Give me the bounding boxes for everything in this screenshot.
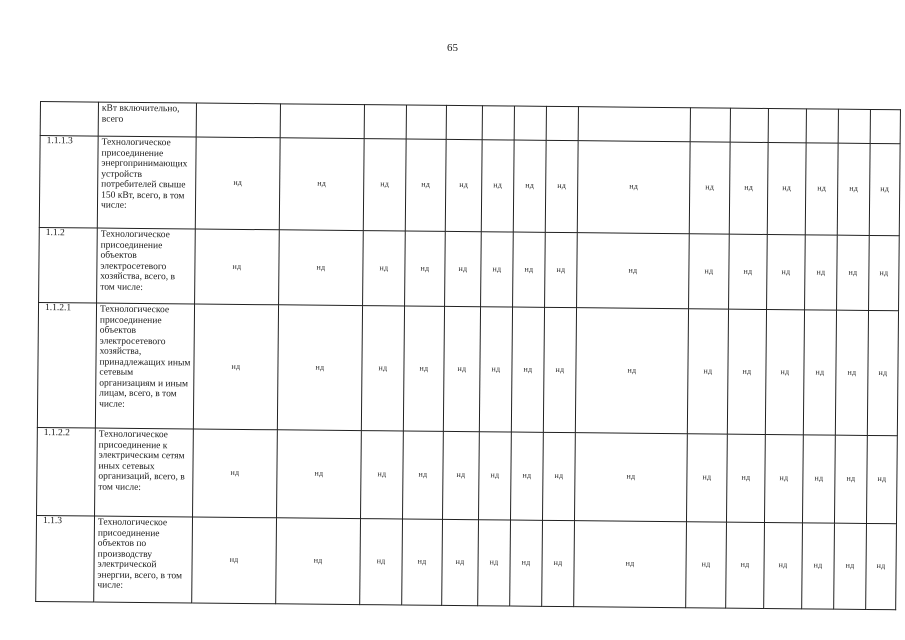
value-cell: нд	[574, 521, 687, 608]
value-cell: нд	[767, 234, 806, 309]
table-row	[37, 427, 898, 523]
value-cell: нд	[574, 433, 687, 522]
value-cell: нд	[687, 309, 728, 434]
row-number: 1.1.2	[39, 227, 98, 303]
value-cell: нд	[403, 431, 444, 519]
value-cell: нд	[361, 306, 404, 431]
table-row	[36, 515, 897, 609]
table-container	[35, 101, 890, 610]
value-cell: нд	[405, 139, 446, 231]
value-cell: нд	[803, 310, 836, 435]
value-cell: нд	[834, 523, 867, 609]
value-cell: нд	[192, 517, 277, 604]
value-cell	[870, 109, 900, 143]
value-cell: нд	[193, 304, 278, 430]
value-cell	[578, 107, 690, 142]
value-cell: нд	[575, 308, 688, 434]
value-cell: нд	[510, 520, 543, 606]
value-cell: нд	[765, 309, 804, 434]
value-cell	[768, 108, 806, 142]
table-row	[39, 227, 900, 310]
value-cell: нд	[360, 519, 403, 605]
value-cell	[446, 105, 482, 139]
value-cell: нд	[277, 430, 362, 519]
value-cell: нд	[402, 519, 443, 605]
row-number: 1.1.2.2	[37, 427, 96, 516]
row-description: Технологическое присоединение объектов электросетевого хозяйства, принадлежащих иным сетевым организациям и иным лицам, всего, в том числе:	[95, 303, 194, 429]
value-cell: нд	[805, 235, 838, 310]
row-description: Технологическое присоединение энергопринимающих устройств потребителей свыше 150 кВт, всего, в том числе:	[97, 136, 196, 229]
value-cell	[546, 106, 578, 140]
value-cell: нд	[478, 520, 511, 606]
value-cell: нд	[866, 435, 897, 523]
value-cell: нд	[481, 140, 514, 232]
value-cell: нд	[403, 306, 444, 431]
value-cell	[730, 108, 768, 142]
value-cell: нд	[834, 435, 867, 523]
value-cell	[482, 106, 514, 140]
value-cell: нд	[802, 523, 835, 609]
value-cell: нд	[276, 518, 361, 605]
value-cell: нд	[837, 143, 870, 235]
value-cell: нд	[577, 141, 690, 234]
value-cell: нд	[729, 142, 768, 234]
value-cell: нд	[729, 234, 768, 309]
row-number: 1.1.2.1	[37, 302, 96, 428]
value-cell	[280, 104, 364, 139]
value-cell: нд	[545, 140, 578, 232]
value-cell: нд	[277, 305, 362, 431]
value-cell: нд	[805, 143, 838, 235]
value-cell: нд	[689, 234, 730, 309]
row-number: 1.1.1.3	[39, 136, 98, 229]
value-cell: нд	[866, 523, 897, 609]
value-cell: нд	[279, 230, 364, 306]
value-cell: нд	[543, 307, 576, 432]
value-cell: нд	[869, 235, 900, 310]
value-cell: нд	[802, 435, 835, 523]
row-description: Технологическое присоединение объектов по производству электрической энергии, всего, в том числе:	[94, 516, 193, 603]
value-cell: нд	[445, 139, 482, 231]
value-cell	[196, 103, 280, 138]
value-cell: нд	[195, 137, 280, 230]
value-cell	[806, 109, 838, 143]
row-description: кВт включительно, всего	[98, 102, 196, 137]
value-cell: нд	[542, 432, 575, 520]
value-cell: нд	[513, 232, 546, 307]
value-cell: нд	[481, 232, 514, 307]
row-description: Технологическое присоединение к электрическим сетям иных сетевых организаций, всего, в том числе:	[95, 428, 194, 517]
value-cell	[364, 105, 406, 139]
value-cell: нд	[764, 434, 803, 522]
value-cell: нд	[363, 139, 406, 231]
value-cell: нд	[767, 142, 806, 234]
value-cell: нд	[511, 307, 544, 432]
value-cell: нд	[726, 522, 765, 608]
value-cell	[838, 109, 870, 143]
row-description: Технологическое присоединение объектов электросетевого хозяйства, всего, в том числе:	[97, 228, 196, 304]
value-cell: нд	[686, 434, 727, 522]
value-cell: нд	[195, 229, 280, 305]
value-cell: нд	[513, 140, 546, 232]
value-cell	[406, 105, 446, 139]
value-cell: нд	[443, 306, 480, 431]
value-cell: нд	[726, 434, 765, 522]
value-cell: нд	[545, 232, 578, 307]
value-cell: нд	[764, 522, 803, 608]
value-cell: нд	[363, 231, 406, 306]
value-cell: нд	[542, 520, 575, 606]
value-cell: нд	[510, 432, 543, 520]
value-cell: нд	[443, 431, 480, 519]
value-cell	[690, 108, 730, 142]
row-number	[40, 102, 98, 137]
value-cell: нд	[867, 310, 898, 435]
row-number: 1.1.3	[36, 515, 95, 602]
page-number: 65	[447, 42, 458, 54]
table-body	[36, 102, 901, 610]
value-cell: нд	[405, 231, 446, 306]
value-cell: нд	[279, 138, 364, 231]
value-cell: нд	[479, 432, 512, 520]
data-table	[35, 101, 901, 610]
value-cell: нд	[361, 431, 404, 519]
value-cell: нд	[577, 233, 690, 309]
value-cell: нд	[727, 309, 766, 434]
value-cell: нд	[479, 307, 512, 432]
value-cell: нд	[837, 235, 870, 310]
value-cell: нд	[445, 231, 482, 306]
value-cell: нд	[442, 519, 479, 605]
value-cell: нд	[193, 429, 278, 518]
table-row	[37, 302, 898, 435]
value-cell: нд	[869, 143, 900, 235]
table-row	[39, 136, 900, 236]
value-cell: нд	[835, 310, 868, 435]
value-cell	[514, 106, 546, 140]
value-cell: нд	[689, 142, 730, 234]
value-cell: нд	[686, 522, 727, 608]
